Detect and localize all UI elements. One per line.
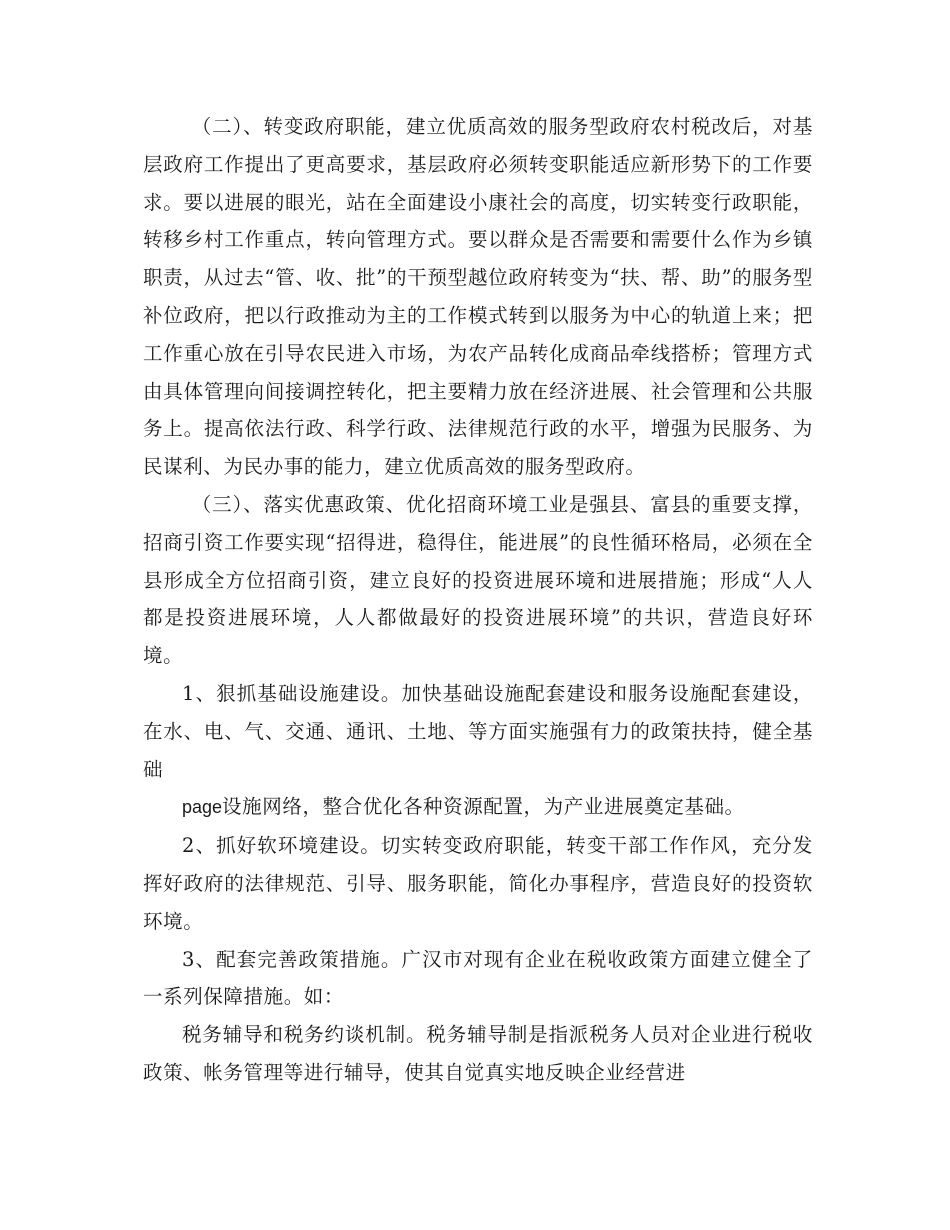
paragraph-government-functions: （二）、转变政府职能，建立优质高效的服务型政府农村税改后，对基层政府工作提出了更高要求，基层政府必须转变职能适应新形势下的工作要求。要以进展的眼光，站在全面建设小康社会的高度，切实转变行政职能，转移乡村工作重点，转向管理方式。要以群众是否需要和需要什么作为乡镇职责，从过去“管、收、批”的干预型越位政府转变为“扶、帮、助”的服务型补位政府，把以行政推动为主的工作模式转到以服务为中心的轨道上来；把工作重心放在引导农民进入市场，为农产品转化成商品牵线搭桥；管理方式由具体管理向间接调控转化，把主要精力放在经济进展、社会管理和公共服务上。提高依法行政、科学行政、法律规范行政的水平，增强为民服务、为民谋利、为民办事的能力，建立优质高效的服务型政府。 xyxy=(143,115,813,479)
paragraph-infrastructure: 1、狠抓基础设施建设。加快基础设施配套建设和服务设施配套建设，在水、电、气、交通、通讯、土地、等方面实施强有力的政策扶持，健全基础 xyxy=(143,681,813,781)
page-break-line xyxy=(143,788,813,827)
document-body xyxy=(143,108,813,1092)
page-continuation-text: 设施网络，整合优化各种资源配置，为产业进展奠定基础。 xyxy=(222,795,745,819)
paragraph-soft-environment: 2、抓好软环境建设。切实转变政府职能，转变干部工作作风，充分发挥好政府的法律规范、引导、服务职能，简化办事程序，营造良好的投资软环境。 xyxy=(143,834,813,933)
paragraph-investment-environment: （三）、落实优惠政策、优化招商环境工业是强县、富县的重要支撑，招商引资工作要实现“招得进，稳得住，能进展”的良性循环格局，必须在全县形成全方位招商引资，建立良好的投资进展环境和进展措施；形成“人人都是投资进展环境，人人都做最好的投资进展环境”的共识，营造良好环境。 xyxy=(143,492,813,668)
paragraph-policy-measures: 3、配套完善政策措施。广汉市对现有企业在税收政策方面建立健全了一系列保障措施。如： xyxy=(143,947,813,1009)
paragraph-tax-counseling: 税务辅导和税务约谈机制。税务辅导制是指派税务人员对企业进行税收政策、帐务管理等进行辅导，使其自觉真实地反映企业经营进 xyxy=(143,1023,813,1084)
page-marker: page xyxy=(182,797,223,818)
